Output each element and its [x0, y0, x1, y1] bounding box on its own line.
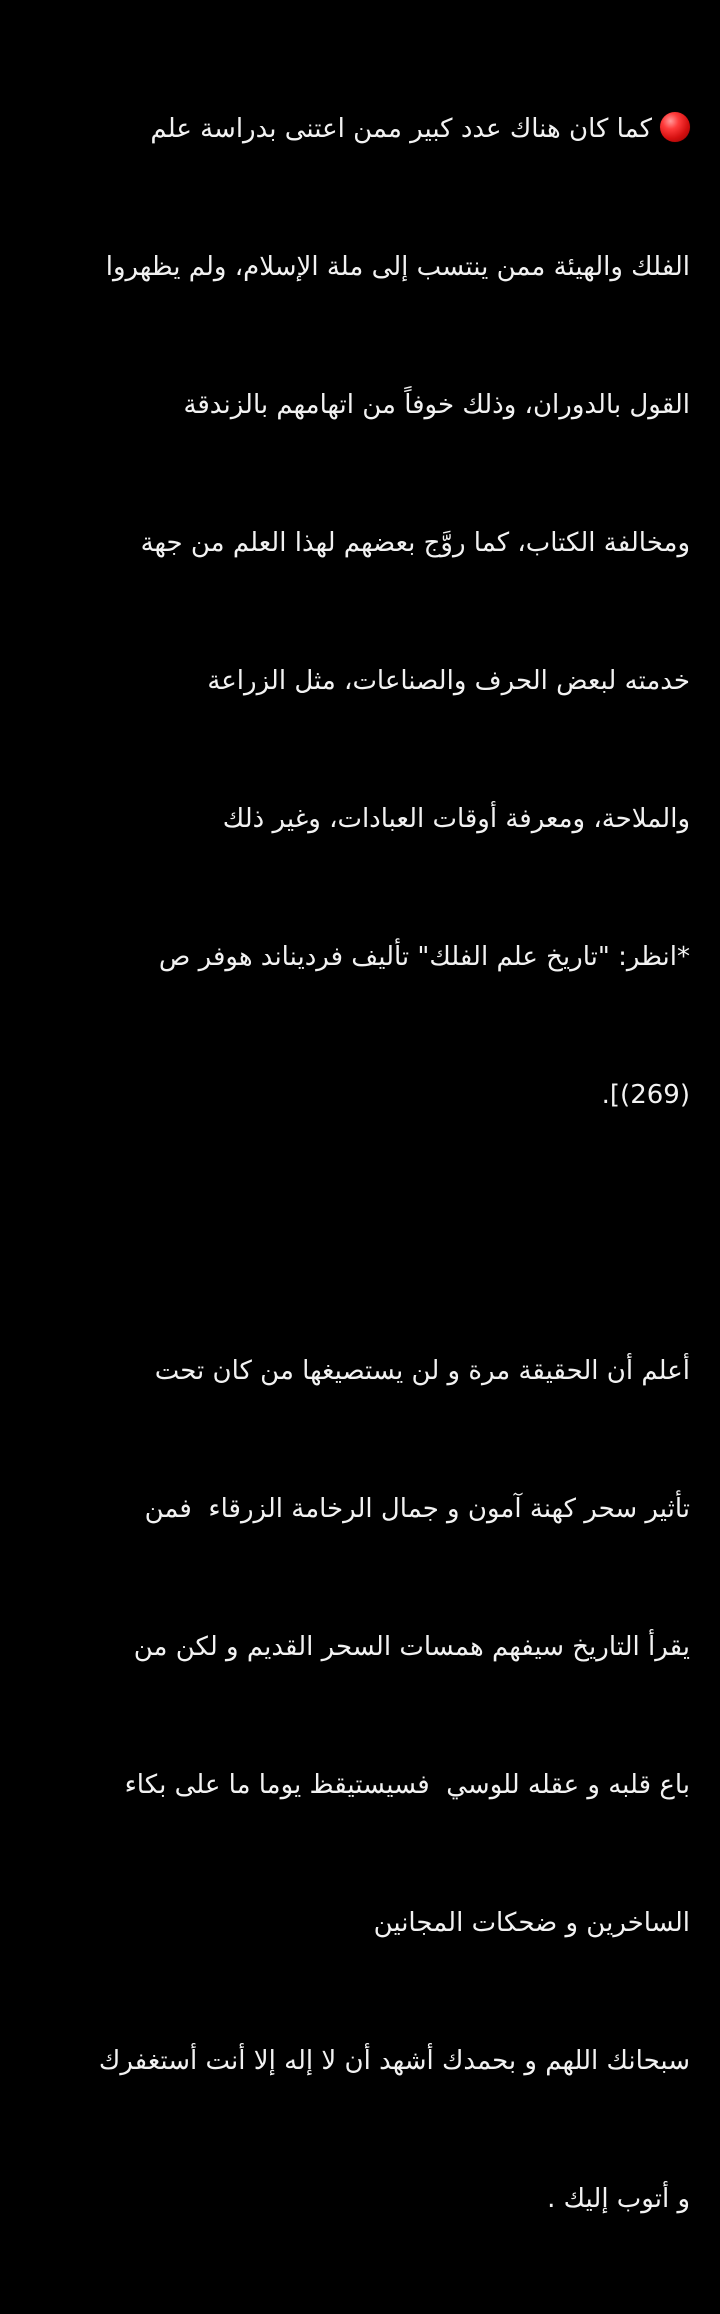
text-line: و أتوب إليك . — [547, 2184, 690, 2214]
text-line: سبحانك اللهم و بحمدك أشهد أن لا إله إلا أنت أستغفرك — [98, 2046, 690, 2076]
paragraph-1 — [26, 14, 690, 1210]
text-line: تأثير سحر كهنة آمون و جمال الرخامة الزرقاء فمن — [144, 1494, 690, 1524]
text-line: ومخالفة الكتاب، كما روَّج بعضهم لهذا العلم من جهة — [140, 528, 690, 558]
citation-line: (269)]. — [601, 1080, 690, 1110]
paragraph-spacer — [26, 1210, 690, 1256]
text-line-content: كما كان هناك عدد كبير ممن اعتنى بدراسة علم — [150, 114, 652, 144]
text-line — [26, 106, 690, 152]
text-line: باع قلبه و عقله للوسي فسيستيقظ يوما ما على بكاء — [124, 1770, 690, 1800]
post-body — [0, 14, 720, 2314]
text-line: يقرأ التاريخ سيفهم همسات السحر القديم و لكن من — [133, 1632, 690, 1662]
text-line: الفلك والهيئة ممن ينتسب إلى ملة الإسلام، ولم يظهروا — [105, 252, 690, 282]
red-circle-icon — [660, 112, 690, 142]
text-line: أعلم أن الحقيقة مرة و لن يستصيغها من كان تحت — [154, 1356, 690, 1386]
citation-line: *انظر: "تاريخ علم الفلك" تأليف فرديناند هوفر ص — [158, 942, 690, 972]
text-line: والملاحة، ومعرفة أوقات العبادات، وغير ذلك — [222, 804, 690, 834]
text-line: خدمته لبعض الحرف والصناعات، مثل الزراعة — [207, 666, 690, 696]
paragraph-2 — [26, 1256, 690, 2314]
text-line: الساخرين و ضحكات المجانين — [373, 1908, 690, 1938]
text-line: القول بالدوران، وذلك خوفاً من اتهامهم بالزندقة — [183, 390, 690, 420]
